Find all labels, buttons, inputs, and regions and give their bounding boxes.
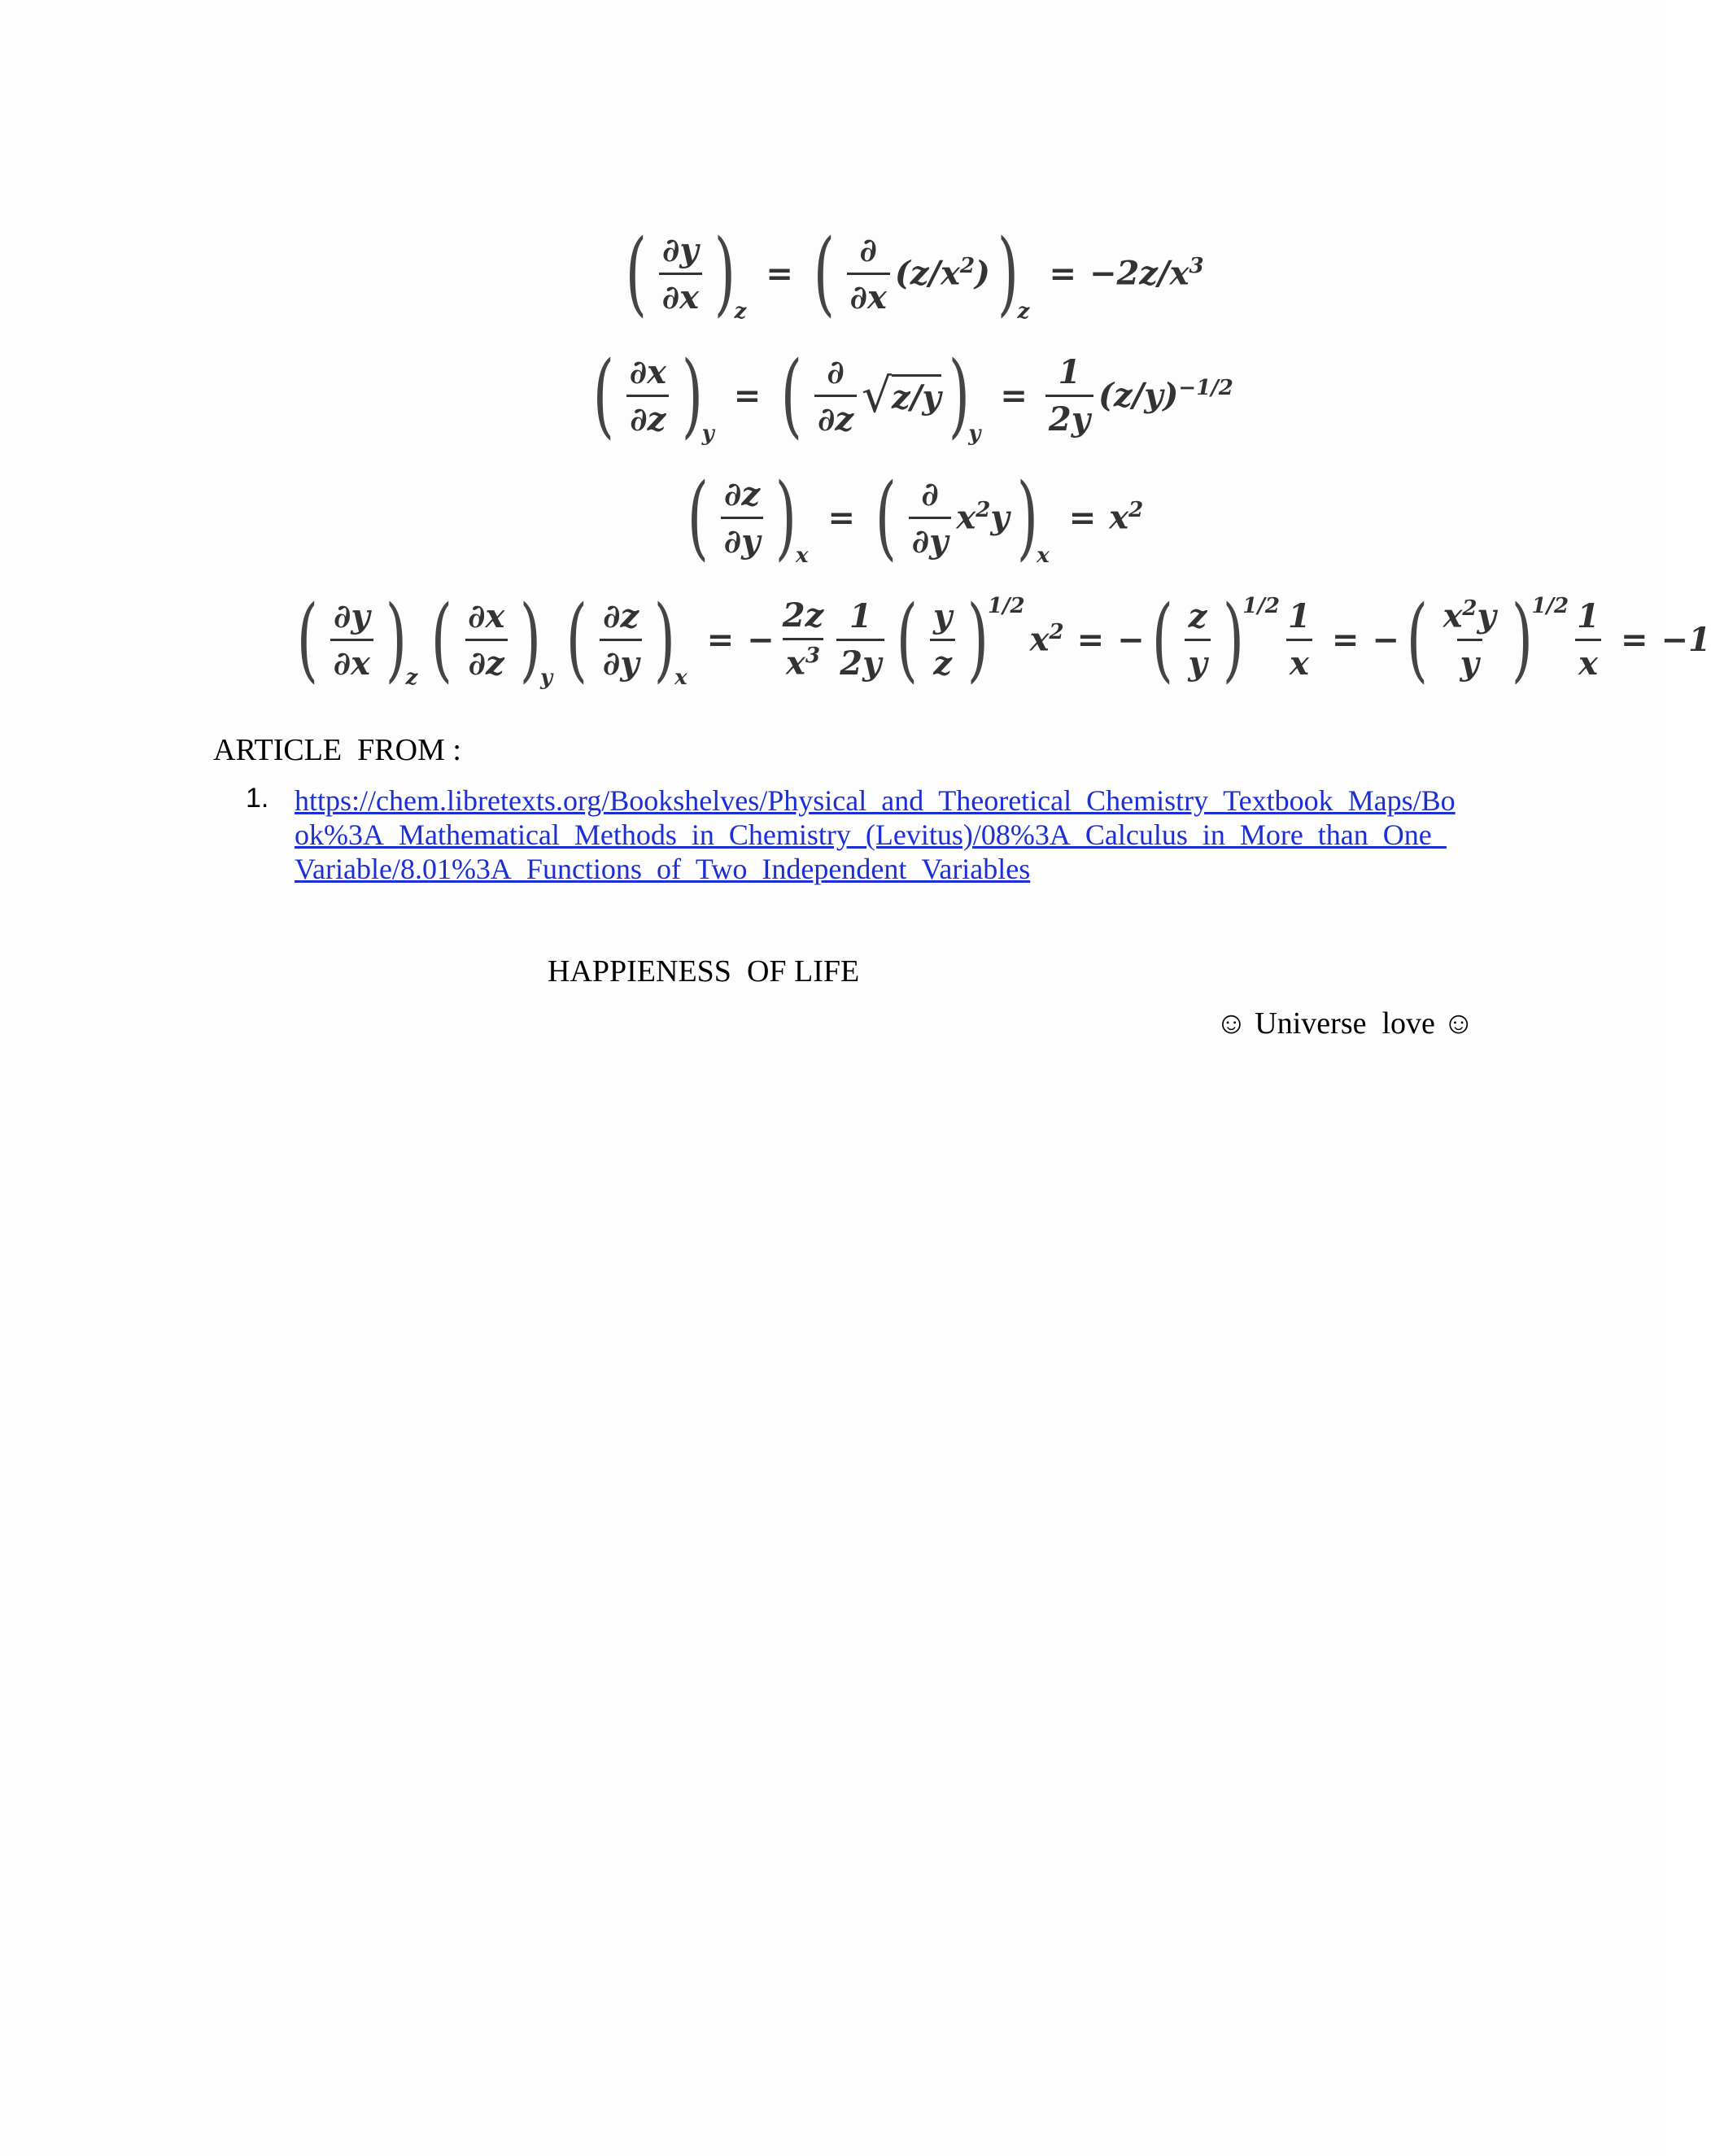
list-number: 1. — [246, 783, 269, 814]
signature-line: ☺ Universe love ☺ — [1216, 1006, 1475, 1041]
article-heading: ARTICLE FROM : — [213, 733, 461, 767]
equation-dx-dz: ( $\frac{\partial x}{\partial z}$ ) y = ( $\frac{\partial}{\partial z}$ √ z/y ) y = $\frac{1}{2y}$ $(z/y)^{-1/2}$ — [592, 343, 1233, 448]
equation-triple-product: ( $\frac{\partial y}{\partial x}$ ) z ( $\frac{\partial x}{\partial z}$ ) y ( $\frac{\partial z}{\partial y}$ ) x = − $\frac{2z}{x^3}$ $\frac{1}{2y}$ ( $\frac{y}{z}$ ) 1/2 $x^2$ = − ( $\frac{z}{y}$ ) 1/2 $\frac{1}{x}$ = − ( $\frac{x^2y}{y}$ ) 1/2 $\frac{1}{x}$ = −1 — [296, 587, 1711, 692]
closing-title: HAPPIENESS OF LIFE — [548, 954, 860, 989]
equation-dy-dx: ( $\frac{\partial y}{\partial x}$ ) z = ( $\frac{\partial}{\partial x}$ $(z/x^2)$ ) z = $-2z/x^3$ — [625, 220, 1204, 326]
article-link[interactable]: https://chem.libretexts.org/Bookshelves/Physical_and_Theoretical_Chemistry_Textbook_Maps/Book%3A_Mathematical_Methods_in_Chemistry_(Levitus)/08%3A_Calculus_in_More_than_One_Variable/8.01%3A_Functions_of_Two_Independent_Variables — [295, 784, 1456, 885]
equation-dz-dy: ( $\frac{\partial z}{\partial y}$ ) x = ( $\frac{\partial}{\partial y}$ $x^2y$ ) x = $x^2$ — [687, 465, 1144, 570]
